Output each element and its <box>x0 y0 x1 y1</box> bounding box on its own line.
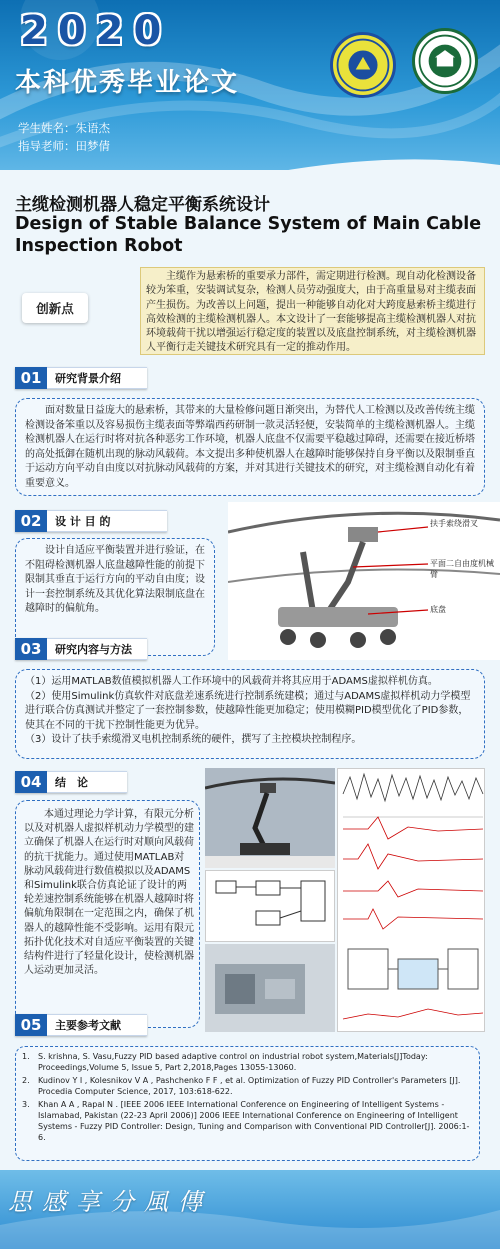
section-title: 研究背景介绍 <box>47 367 147 389</box>
label-robot-arm: 平面二自由度机械臂 <box>430 559 494 579</box>
section-01-header <box>15 367 147 389</box>
footer-motto: 思感享分風傳 <box>8 1188 212 1216</box>
simulink-diagram-image <box>205 870 335 942</box>
method-item: （3）设计了扶手索缆滑叉电机控制系统的硬件，撰写了主控模块控制程序。 <box>25 734 362 745</box>
university-logo <box>412 28 478 94</box>
section-03-list <box>25 675 477 748</box>
section-title: 主要参考文献 <box>47 1014 147 1036</box>
method-item: （2）使用Simulink仿真软件对底盘差速系统进行控制系统建模；通过与ADAMS虚拟样机动力学模型进行联合仿真测试并整定了一套控制参数，使越障性能更加稳定；使用模糊PID模型优化了PID参数，使其在不同的干扰下控制性能更为优异。 <box>25 690 471 731</box>
section-title: 研究内容与方法 <box>47 638 147 660</box>
simulation-results-charts <box>337 768 485 1032</box>
poster-header <box>0 0 500 170</box>
robot-model-image <box>228 502 500 660</box>
section-number: 04 <box>15 771 47 793</box>
lab-setup-photo <box>205 944 335 1032</box>
section-number: 03 <box>15 638 47 660</box>
section-03-header <box>15 638 147 660</box>
label-armrest-slider: 扶手索绕滑叉 <box>430 519 478 528</box>
innovation-text: 主缆作为悬索桥的重要承力部件，需定期进行检测。现自动化检测设备较为笨重，安装调试复杂，检测人员劳动强度大，由于高重量易对主缆表面产生损伤。为改善以上问题，提出一种能够自动化对大跨度悬索桥主缆进行高效检测的主缆检测机器人。本文设计了一套能够提高主缆检测机器人对抗环境载荷干扰以增强运行稳定度的装置以及底盘控制系统，对主缆检测机器人平衡行走关键技术研究具有一定的推动作用。 <box>146 271 476 354</box>
section-number: 05 <box>15 1014 47 1036</box>
advisor-name: 指导老师：田梦倩 <box>18 139 110 153</box>
section-title: 结 论 <box>47 771 127 793</box>
section-number: 01 <box>15 367 47 389</box>
poster-main-title: 本科优秀毕业论文 <box>15 68 240 98</box>
poster-footer <box>0 1170 500 1249</box>
label-chassis: 底盘 <box>430 605 446 614</box>
section-04-header <box>15 771 127 793</box>
section-05-header <box>15 1014 147 1036</box>
thesis-title-en: Design of Stable Balance System of Main Cable Inspection Robot <box>15 214 482 256</box>
robot-on-cable-photo <box>205 768 335 868</box>
thesis-title-cn: 主缆检测机器人稳定平衡系统设计 <box>15 195 270 215</box>
poster-year: 2020 <box>20 8 172 54</box>
section-02-header <box>15 510 167 532</box>
college-logo <box>330 32 396 98</box>
reference-item: 3. Khan A A , Rapal N . [IEEE 2006 IEEE International Conference on Engineering of Intelligent Systems - Islamabad, Pakistan (22-23 April 2006)] 2006 IEEE International Conference on Engineering of Intelligent Systems - Fuzzy PID Controller: Design, Tuning and Comparison with Conventional PID Controller[J]. 2006:1-6. <box>22 1100 470 1142</box>
section-01-text: 面对数量日益庞大的悬索桥，其带来的大量检修问题日渐突出，为替代人工检测以及改善传统主缆检测设备笨重以及容易损伤主缆表面等弊端西药研制一款灵活轻便，安装简单的主缆检测机器人。主缆检测机器人在运行时将对抗各种恶劣工作环境，机器人底盘不仅需要平稳越过障碍，还需要在接近桥塔的高处抵御在随机出现的脉动风载荷。本文提出多种使机器人在越障时能够保持自身平衡以及限制垂直于运动方向平动自由度以对抗脉动风载荷的方案，并对其进行关键技术的研究，对主缆检测自动化有着重要意义。 <box>25 405 475 489</box>
section-02-text: 设计自适应平衡装置并进行验证，在不阻碍检测机器人底盘越障性能的前提下限制其垂直于运行方向的平动自由度；设计一套控制系统及其优化算法限制底盘在越障时的偏航角。 <box>25 545 205 614</box>
section-number: 02 <box>15 510 47 532</box>
section-04-text: 本通过理论力学计算，有限元分析以及对机器人虚拟样机动力学模型的建立确保了机器人在运行时对顺向风载荷的抗干扰能力。通过使用MATLAB对脉动风载荷进行数值模拟以及ADAMS和Simulink联合仿真论证了设计的两轮差速控制系统能够在机器人越障时将偏航角限制在一定范围之内，确保了机器人的越障性能不受影响。运用有限元拓扑优化技术对自适应平衡装置的关键结构件进行了轻量化设计，使检测机器人运动更加灵活。 <box>24 809 194 977</box>
references-list <box>22 1051 472 1145</box>
reference-item: 1. S. krishna, S. Vasu,Fuzzy PID based adaptive control on industrial robot system,Materials[J]Today: Proceedings,Volume 5, Issue 5, Part 2,2018,Pages 13055-13060. <box>22 1052 428 1072</box>
student-name: 学生姓名：朱语杰 <box>18 121 110 135</box>
reference-item: 2. Kudinov Y I , Kolesnikov V A , Pashchenko F F , et al. Optimization of Fuzzy PID Controller's Parameters [J]. Procedia Computer Science, 2017, 103:618-622. <box>22 1076 461 1096</box>
section-title: 设 计 目 的 <box>47 510 167 532</box>
innovation-label: 创新点 <box>22 293 88 323</box>
method-item: （1）运用MATLAB数值模拟机器人工作环境中的风载荷并将其应用于ADAMS虚拟样机仿真。 <box>25 676 438 687</box>
